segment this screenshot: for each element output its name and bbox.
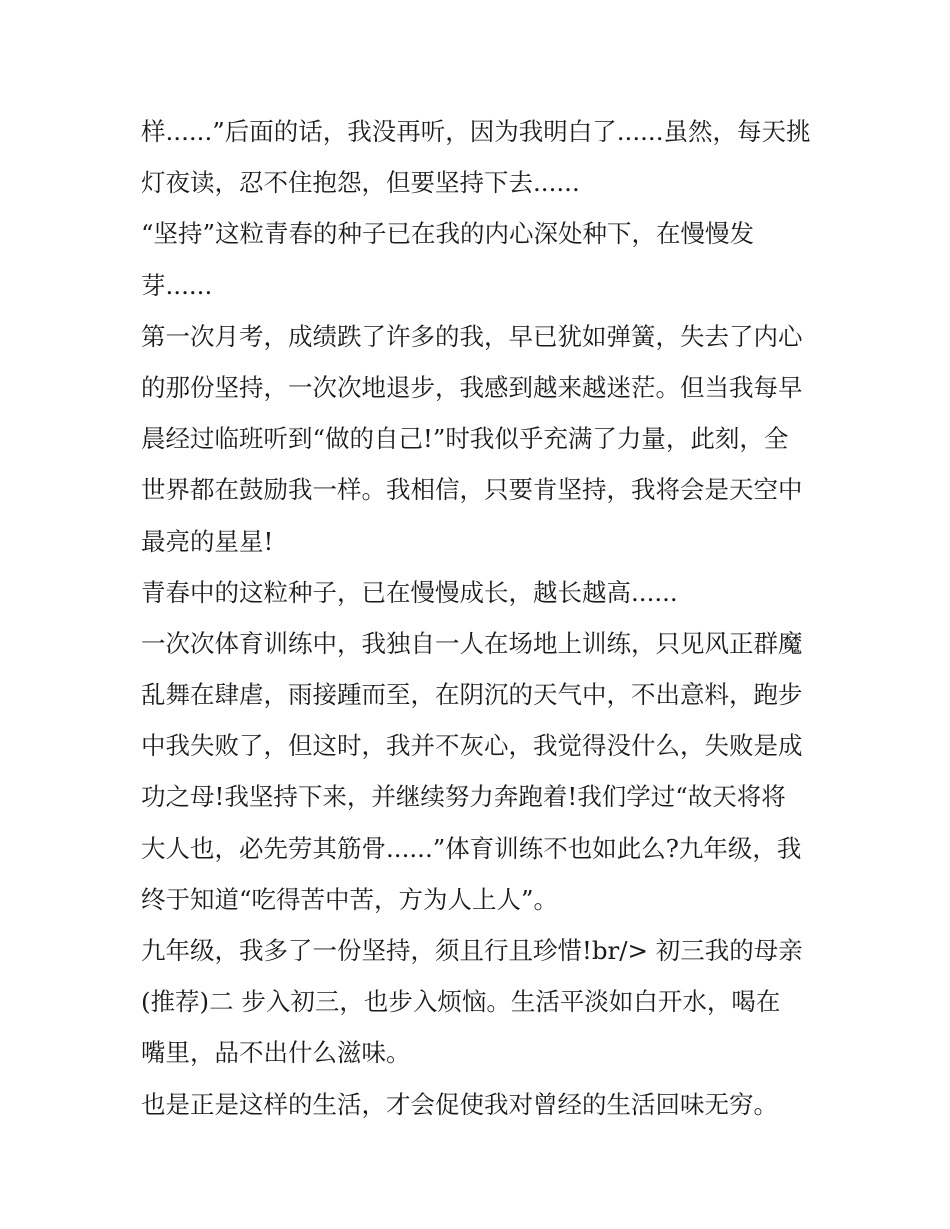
text-line: (推荐)二 步入初三，也步入烦恼。生活平淡如白开水，喝在 [141,987,781,1017]
text-line: 大人也，必先劳其筋骨......”体育训练不也如此么?九年级，我 [141,833,802,863]
text-line: “坚持”这粒青春的种子已在我的内心深处种下，在慢慢发 [141,219,755,249]
document-body [141,106,813,1130]
text-line: 晨经过临班听到“做的自己!”时我似乎充满了力量，此刻，全 [141,424,789,454]
text-line: 终于知道“吃得苦中苦，方为人上人”。 [141,884,559,914]
text-line: 最亮的星星! [141,526,274,556]
text-line: 的那份坚持，一次次地退步，我感到越来越迷茫。但当我每早 [141,372,803,402]
text-line: 第一次月考，成绩跌了许多的我，早已犹如弹簧，失去了内心 [141,321,803,351]
text-line: 也是正是这样的生活，才会促使我对曾经的生活回味无穷。 [141,1089,778,1119]
text-line: 世界都在鼓励我一样。我相信，只要肯坚持，我将会是天空中 [141,475,803,505]
text-line: 灯夜读，忍不住抱怨，但要坚持下去...... [141,168,580,198]
text-line: 一次次体育训练中，我独自一人在场地上训练，只见风正群魔 [141,628,803,658]
text-line: 九年级，我多了一份坚持，须且行且珍惜!br/> 初三我的母亲 [141,936,803,965]
text-line: 功之母!我坚持下来，并继续努力奔跑着!我们学过“故天将将 [141,782,786,812]
text-line: 中我失败了，但这时，我并不灰心，我觉得没什么，失败是成 [141,731,803,761]
text-line: 青春中的这粒种子，已在慢慢成长，越长越高...... [141,577,678,607]
text-line: 芽...... [141,270,213,300]
text-line: 样......”后面的话，我没再听，因为我明白了......虽然，每天挑 [141,117,811,146]
text-line: 乱舞在肆虐，雨接踵而至，在阴沉的天气中，不出意料，跑步 [141,680,803,710]
text-line: 嘴里，品不出什么滋味。 [141,1038,411,1068]
